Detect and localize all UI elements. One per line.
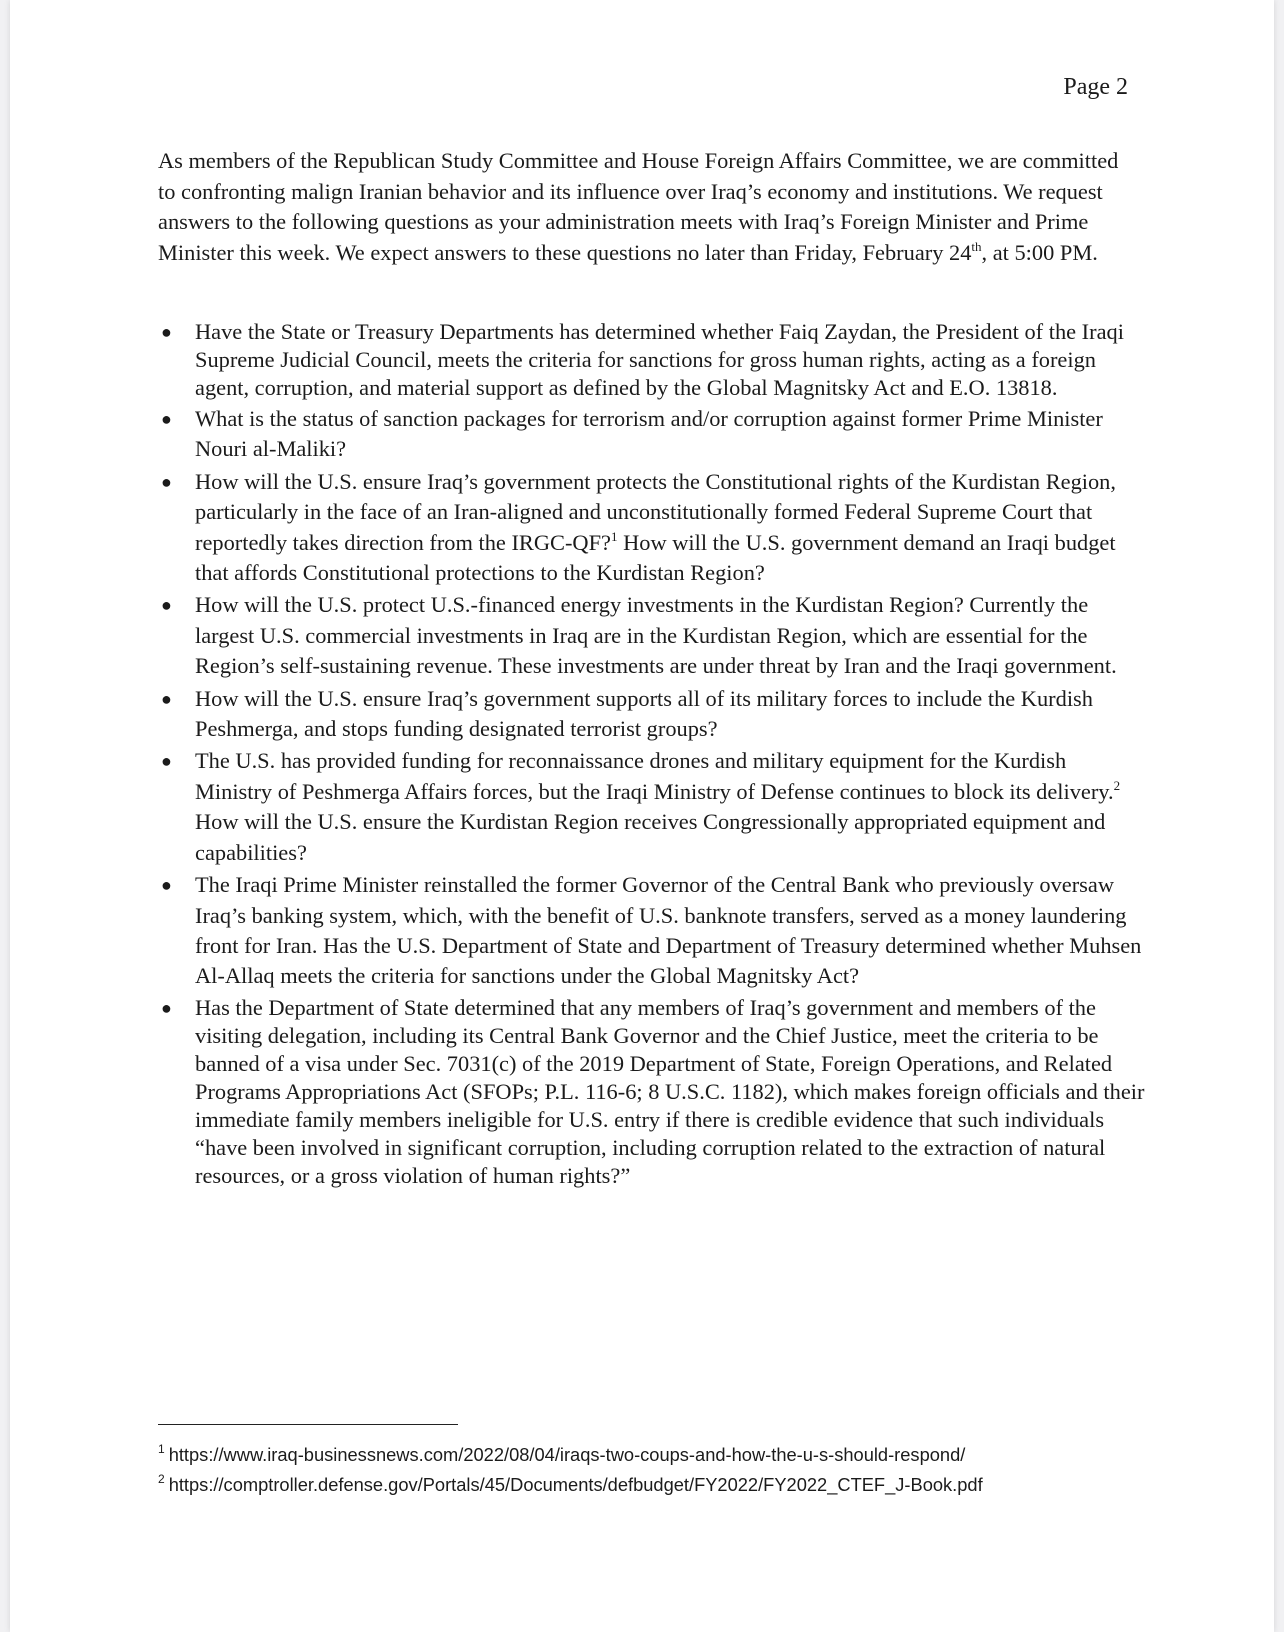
list-item-text-cont: How will the U.S. ensure the Kurdistan Region receives Congressionally appropriated equipment and capabilities? — [195, 809, 1106, 865]
list-item — [158, 590, 1146, 681]
list-item — [158, 684, 1146, 745]
bullet-icon: ● — [161, 409, 172, 429]
list-item-text-cont: How will the U.S. government demand an Iraqi budget that affords Constitutional protections to the Kurdistan Region? — [195, 529, 1116, 586]
list-item-text: Have the State or Treasury Departments has determined whether Faiq Zaydan, the President of the Iraqi Supreme Judicial Council, meets the criteria for sanctions for gross human rights, acting as a foreign agent, corruption, and material support as defined by the Global Magnitsky Act and E.O. 13818. — [195, 319, 1124, 400]
bullet-icon: ● — [161, 751, 172, 772]
list-item — [158, 870, 1146, 992]
footnote-mark: 1 — [158, 1442, 165, 1456]
footnote-ref: 2 — [1113, 777, 1121, 793]
footnote — [158, 1437, 1158, 1467]
bullet-icon: ● — [161, 322, 172, 342]
list-item — [158, 318, 1146, 402]
list-item-text: What is the status of sanction packages for terrorism and/or corruption against former Prime Minister Nouri al-Maliki? — [195, 406, 1103, 462]
footnote-link[interactable]: https://comptroller.defense.gov/Portals/45/Documents/defbudget/FY2022/FY2022_CTEF_J-Book.pdf — [168, 1474, 983, 1495]
footnote-ref: 1 — [610, 528, 618, 544]
document-page — [10, 0, 1274, 1632]
page-number: Page 2 — [1063, 74, 1128, 100]
list-item-text: How will the U.S. ensure Iraq’s government supports all of its military forces to include the Kurdish Peshmerga, and stops funding designated terrorist groups? — [195, 685, 1093, 742]
footnote-divider — [158, 1424, 458, 1425]
footnote — [158, 1467, 1158, 1497]
bullet-icon: ● — [161, 688, 172, 709]
list-item — [158, 746, 1146, 868]
list-item-text: How will the U.S. protect U.S.-financed energy investments in the Kurdistan Region? Currently the largest U.S. commercial investments in Iraq are in the Kurdistan Region, which are essential for the Region’s self-sustaining revenue. These investments are under threat by Iran and the Iraqi government. — [195, 592, 1117, 679]
footnote-link[interactable]: https://www.iraq-businessnews.com/2022/08/04/iraqs-two-coups-and-how-the-u-s-should-respond/ — [168, 1444, 966, 1465]
intro-text-end: , at 5:00 PM. — [981, 239, 1098, 265]
footnotes — [158, 1437, 1158, 1497]
list-item — [158, 994, 1146, 1190]
list-item-text: How will the U.S. ensure Iraq’s government protects the Constitutional rights of the Kurdistan Region, particularly in the face of an Iran-aligned and unconstitutionally formed Federal Supreme Court that reportedly takes direction from the IRGC-QF? — [195, 468, 1116, 555]
intro-text: As members of the Republican Study Committee and House Foreign Affairs Committee, we are committed to confronting malign Iranian behavior and its influence over Iraq’s economy and institutions. We request answers to the following questions as your administration meets with Iraq’s Foreign Minister and Prime Minister this week. We expect answers to these questions no later than Friday, February 24 — [158, 148, 1119, 265]
list-item-text: Has the Department of State determined that any members of Iraq’s government and members of the visiting delegation, including its Central Bank Governor and the Chief Justice, meet the criteria to be banned of a visa under Sec. 7031(c) of the 2019 Department of State, Foreign Operations, and Related Programs Appropriations Act (SFOPs; P.L. 116-6; 8 U.S.C. 1182), which makes foreign officials and their immediate family members ineligible for U.S. entry if there is credible evidence that such individuals “have been involved in significant corruption, including corruption related to the extraction of natural resources, or a gross violation of human rights?” — [195, 994, 1145, 1188]
bullet-icon: ● — [161, 595, 172, 616]
ordinal-suffix: th — [971, 238, 982, 254]
bullet-icon: ● — [161, 471, 172, 492]
footnote-mark: 2 — [158, 1472, 165, 1486]
question-list — [158, 318, 1146, 1192]
list-item-text: The Iraqi Prime Minister reinstalled the former Governor of the Central Bank who previously oversaw Iraq’s banking system, which, with the benefit of U.S. banknote transfers, served as a money laundering front for Iran. Has the U.S. Department of State and Department of Treasury determined whether Muhsen Al-Allaq meets the criteria for sanctions under the Global Magnitsky Act? — [195, 872, 1142, 989]
intro-paragraph — [158, 146, 1140, 268]
list-item-text: The U.S. has provided funding for reconnaissance drones and military equipment for the Kurdish Ministry of Peshmerga Affairs forces, but the Iraqi Ministry of Defense continues to block its delivery. — [195, 748, 1114, 804]
bullet-icon: ● — [161, 997, 172, 1018]
list-item — [158, 467, 1146, 589]
list-item — [158, 404, 1146, 465]
bullet-icon: ● — [161, 875, 172, 896]
